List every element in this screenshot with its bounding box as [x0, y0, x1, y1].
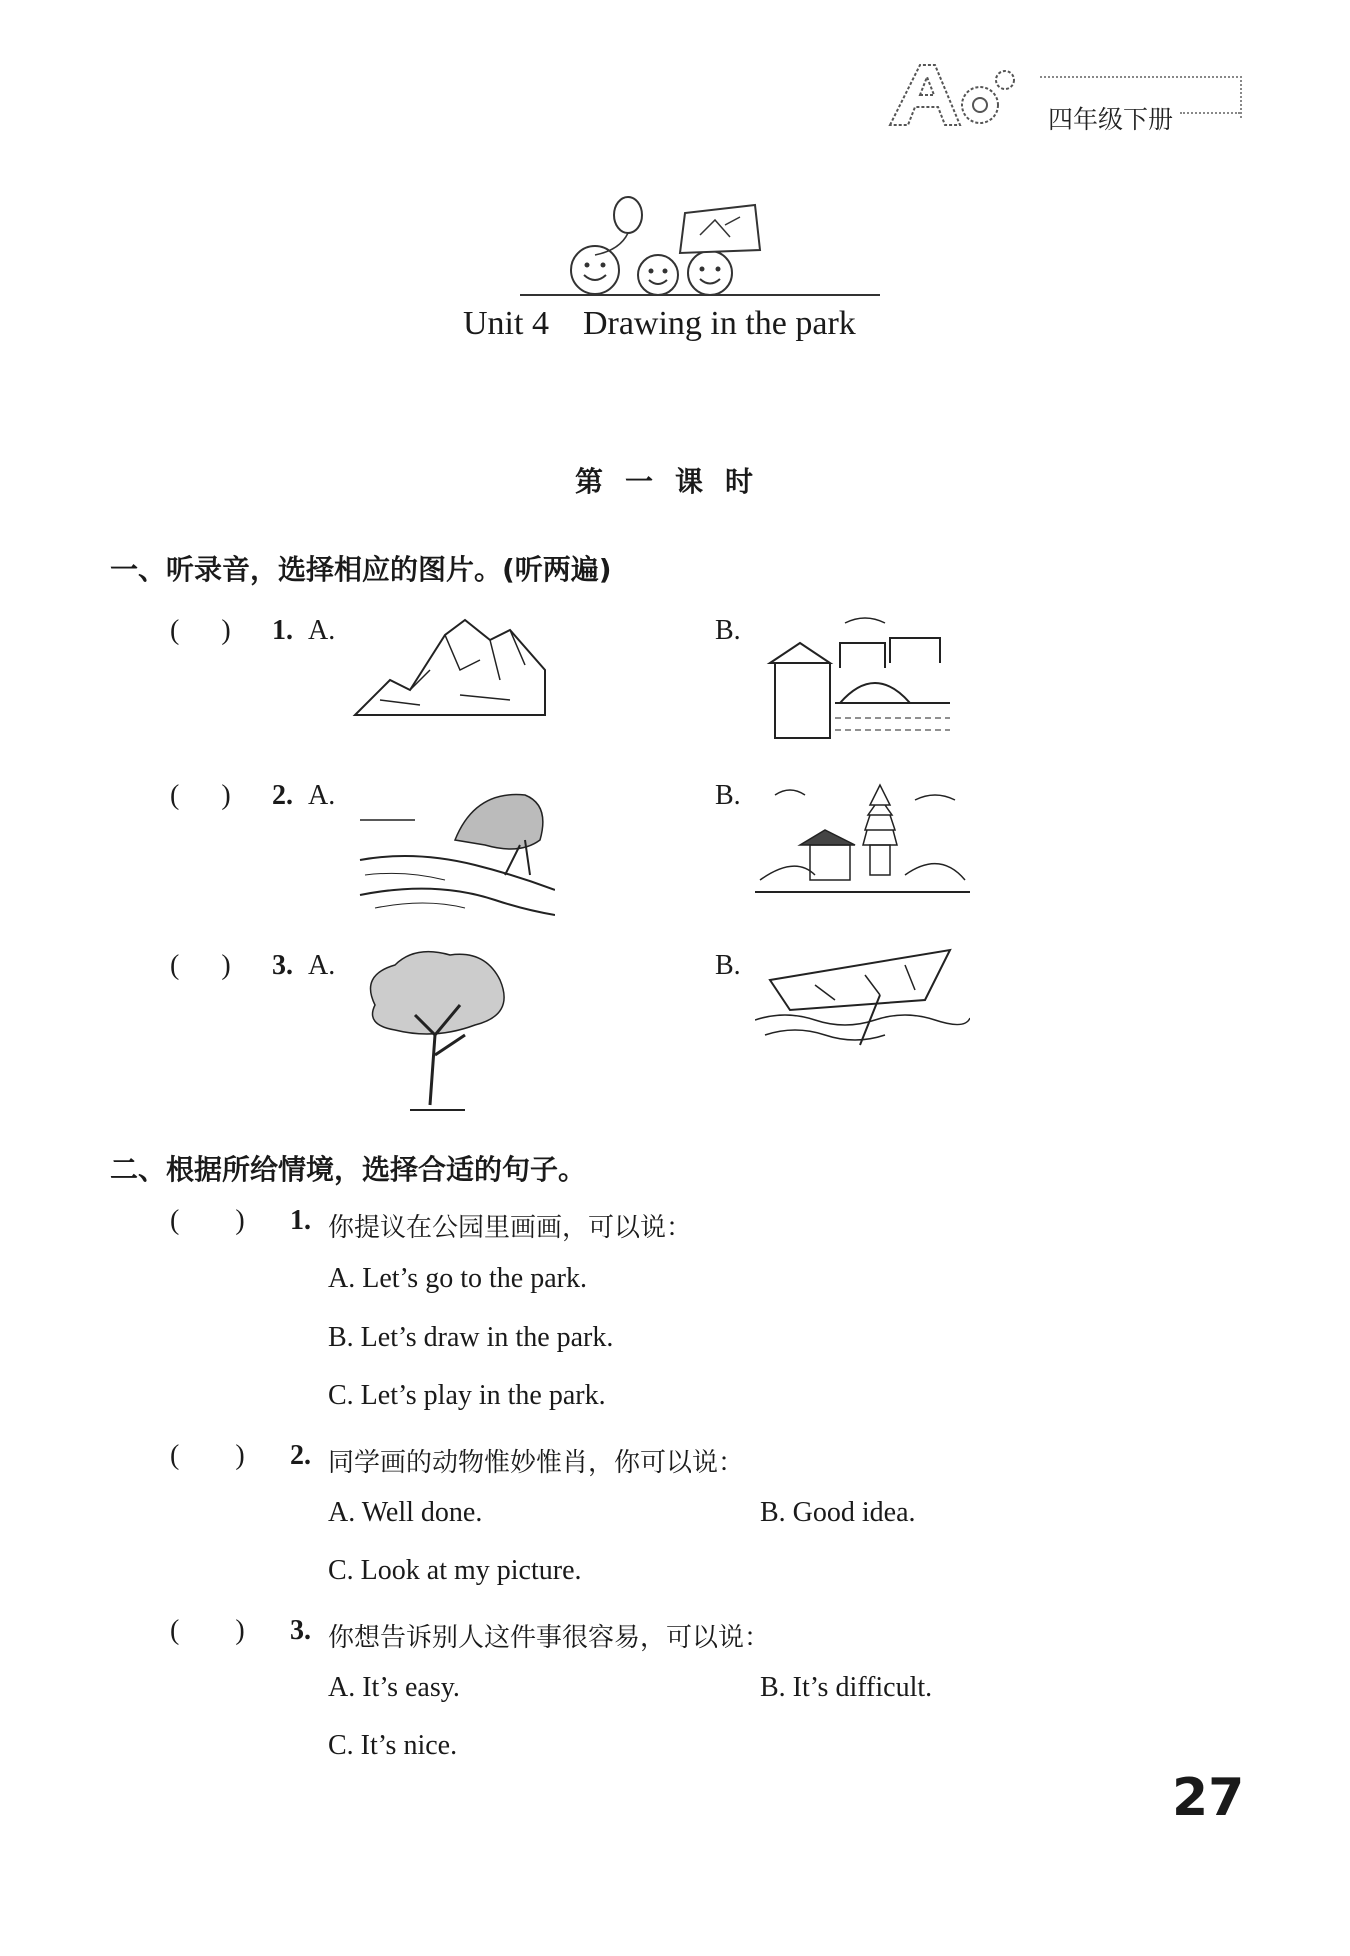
unit-title: Unit 4 Drawing in the park	[463, 305, 856, 342]
lesson-title: 第一课时	[575, 465, 776, 498]
question-number: 2.	[290, 1440, 311, 1471]
answer-blank[interactable]: ( )	[170, 1440, 245, 1471]
boat-picture[interactable]	[755, 940, 970, 1060]
book-logo	[880, 55, 1030, 135]
option-b-label: B.	[715, 780, 741, 811]
question-number: 1.	[290, 1205, 311, 1236]
pagoda-picture[interactable]	[755, 780, 970, 900]
header-dotted-rule	[1180, 112, 1240, 114]
question-prompt: 你想告诉别人这件事很容易，可以说：	[328, 1623, 771, 1653]
option-a: A. Well done.	[328, 1497, 483, 1528]
question-prompt: 你提议在公园里画画，可以说：	[328, 1213, 693, 1243]
option-c: C. It’s nice.	[328, 1730, 458, 1761]
section1-title: 一、听录音，选择相应的图片。(听两遍)	[110, 553, 612, 586]
section2-title: 二、根据所给情境，选择合适的句子。	[110, 1153, 587, 1186]
question-number: 1.	[272, 615, 293, 646]
answer-blank[interactable]: ( )	[170, 1205, 245, 1236]
answer-blank[interactable]: ( )	[170, 950, 231, 981]
option-b-label: B.	[715, 950, 741, 981]
page-number: 27	[1172, 1768, 1245, 1828]
option-b: B. It’s difficult.	[760, 1672, 933, 1703]
answer-blank[interactable]: ( )	[170, 1615, 245, 1646]
option-a-label: A.	[308, 780, 336, 811]
mountain-picture[interactable]	[350, 610, 550, 725]
option-a-label: A.	[308, 950, 336, 981]
option-a-label: A.	[308, 615, 336, 646]
river-tree-picture[interactable]	[355, 780, 555, 920]
tree-picture[interactable]	[355, 945, 515, 1115]
option-a: A. Let’s go to the park.	[328, 1263, 587, 1294]
grade-label: 四年级下册	[1048, 105, 1174, 134]
option-c: C. Look at my picture.	[328, 1555, 582, 1586]
option-b: B. Let’s draw in the park.	[328, 1322, 614, 1353]
town-bridge-picture[interactable]	[755, 608, 955, 748]
option-a: A. It’s easy.	[328, 1672, 460, 1703]
children-illustration	[520, 195, 880, 305]
question-number: 3.	[290, 1615, 311, 1646]
answer-blank[interactable]: ( )	[170, 780, 231, 811]
question-number: 3.	[272, 950, 293, 981]
answer-blank[interactable]: ( )	[170, 615, 231, 646]
question-prompt: 同学画的动物惟妙惟肖，你可以说：	[328, 1448, 745, 1478]
option-c: C. Let’s play in the park.	[328, 1380, 606, 1411]
option-b: B. Good idea.	[760, 1497, 916, 1528]
option-b-label: B.	[715, 615, 741, 646]
question-number: 2.	[272, 780, 293, 811]
